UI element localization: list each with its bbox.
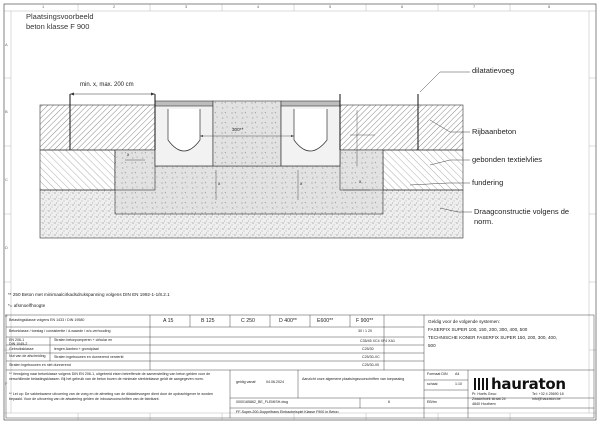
grate-left — [155, 101, 213, 106]
hauraton-logo — [474, 375, 566, 393]
address-line3: 4840 Houthem — [472, 402, 496, 406]
class-e600: E600** — [317, 318, 334, 324]
cross-section — [40, 72, 472, 238]
x-label-3: x — [300, 181, 303, 186]
ruler-top-4: 4 — [257, 4, 260, 9]
mid-note-1: Stralen betonpomperen + cirkular en — [54, 338, 113, 342]
left-note-1: EN 206-1 — [9, 338, 25, 342]
x-label-4: x — [359, 179, 362, 184]
x-label-2: x — [218, 181, 221, 186]
mid-note-3: Stralen ingebouwen en dunnerend verwerkt — [54, 355, 124, 359]
notes-paragraph-1: ** Verwijzing naar betonklasse volgens DIN EN 206-1, uitgebreid eisen betreffende de samenstelling van beton gelden voor de verschillende belastingsklassen. Bij het gebruik van de beton boven de minimale sterkteklasse geldt de aangegeven norm. — [9, 372, 211, 381]
callout-road-concrete: Rijbaanbeton — [472, 127, 517, 136]
class-b125: B 125 — [201, 318, 215, 324]
concrete-c25-label: C25/30 — [362, 347, 374, 351]
spacing-label: 300** — [232, 127, 244, 132]
footnote-2: *= afsmoelfhoogte — [8, 303, 46, 308]
ruler-top-5: 5 — [329, 4, 332, 9]
fleece-left — [40, 150, 115, 190]
class-c250: C 250 — [241, 318, 255, 324]
scale-label: schaal — [427, 382, 438, 386]
footer-description: FF-Super-200-Doppelfrans Einbaubeispiel Klasse F900 in Beton — [236, 410, 339, 414]
callout-support-line1: Draagconstructie volgens de — [474, 207, 570, 216]
remark-text: Aanzicht onze algemene plaatsingsvoorschriften van toepassing — [302, 377, 405, 381]
revision: 6 — [388, 400, 390, 404]
load-class-label: Belastingsklasse volgens EN 1433 / DIN 19580 — [9, 318, 85, 322]
ruler-side-e: E — [5, 313, 8, 318]
class-d400: D 400** — [279, 318, 297, 324]
class-a15: A 15 — [163, 318, 174, 324]
left-note-4: Nut van de afscheiding — [9, 354, 46, 358]
logo-mark-icon — [474, 378, 488, 390]
ruler-side-f: F — [5, 381, 8, 386]
drawing-title-line2: beton klasse F 900 — [26, 22, 90, 31]
concrete-class-label: Betonklasse / toeslag / consistentie / d-waarde / w/c-verhouding — [9, 329, 111, 333]
ruler-top-3: 3 — [185, 4, 188, 9]
notes-paragraph-2: ** Let op: De vakbekwame uitvoering van de voeg en de afmeting van de dilatatievoegen dient door de opdrachtgever te worden bepaald. Voor de uitvoering van de afwatering gelden de inbouwvoorschriften van de fabrikant. — [9, 392, 213, 401]
mid-note-2: lengen Aanbev.+ grondplaat — [54, 347, 99, 351]
valid-systems-line2: TECHNISCHE KONER FASERFIX SUPER 150, 200, 300, 400, — [428, 335, 557, 340]
valid-from-date: 04.06.2024 — [266, 380, 284, 384]
middle-concrete — [213, 101, 281, 166]
ruler-top-1: 1 — [42, 4, 45, 9]
callout-expansion-joint: dilatatievoeg — [472, 66, 515, 75]
drawing-number: 0000165862_BE_FLEMISH.dwg — [236, 400, 288, 404]
x-label-1: x — [127, 152, 130, 157]
callout-textile-fleece: gebonden textielvlies — [472, 155, 543, 164]
ruler-top-7: 7 — [473, 4, 476, 9]
format-label: Formaat DIN — [427, 372, 448, 376]
concrete-class-value: 30 / 1 20 — [358, 329, 372, 333]
valid-systems-line1: FASERFIX SUPER 100, 150, 200, 300, 400, 500 — [428, 327, 528, 332]
class-f900: F 900** — [356, 318, 374, 324]
drawing-title-line1: Plaatsingsvoorbeeld — [26, 12, 94, 21]
valid-from-label: geldig vanaf: — [236, 380, 257, 384]
address-line2: Zwaanhoek straat 24 — [472, 397, 506, 401]
concrete-mix-label: C35/45 XC4 XF4 XA1 — [360, 339, 395, 343]
left-note-3: Gebruiksklasse — [9, 347, 34, 351]
ruler-side-a: A — [5, 42, 8, 47]
format-value: A4 — [455, 372, 460, 376]
left-note-5: Stralen ingebouwen en niet dunnerend — [9, 363, 71, 367]
scale-value: 1:10 — [455, 382, 462, 386]
brand-name: hauraton — [491, 375, 566, 393]
unit-value: EB/tm — [427, 400, 437, 404]
callout-support-line2: norm. — [474, 217, 494, 226]
company-email: info@hauraton.be — [532, 397, 561, 401]
ruler-side-c: C — [5, 177, 8, 182]
concrete-c20-label: C25/30-X0 — [362, 363, 380, 367]
ruler-top-2: 2 — [113, 4, 116, 9]
road-concrete-left — [40, 105, 155, 150]
valid-systems-title: Geldig voor de volgende systemen: — [428, 319, 501, 324]
address-line1: Pr. Hoefs Geco — [472, 392, 497, 396]
ruler-top-8: 8 — [548, 4, 551, 9]
footnote-1: ** 250 Beton met minimaalcirkadsdrukspanning volgens DIN EN 1992-1-1/8.2.1 — [8, 292, 170, 297]
ruler-side-b: B — [5, 109, 8, 114]
dimension-label: min. x, max. 200 cm — [80, 82, 134, 88]
grate-right — [281, 101, 340, 106]
road-concrete-right — [340, 105, 463, 150]
ruler-top-6: 6 — [401, 4, 404, 9]
ruler-side-d: D — [5, 245, 8, 250]
callout-foundation: fundering — [472, 178, 504, 187]
valid-systems-line3: 500 — [428, 343, 436, 348]
company-phone: Tel: +32 4 25690 18 — [532, 392, 564, 396]
left-note-2: DIN 1045-2 — [9, 342, 28, 346]
fleece-right — [383, 150, 463, 190]
concrete-c35-label: C25/30-XC — [362, 355, 380, 359]
